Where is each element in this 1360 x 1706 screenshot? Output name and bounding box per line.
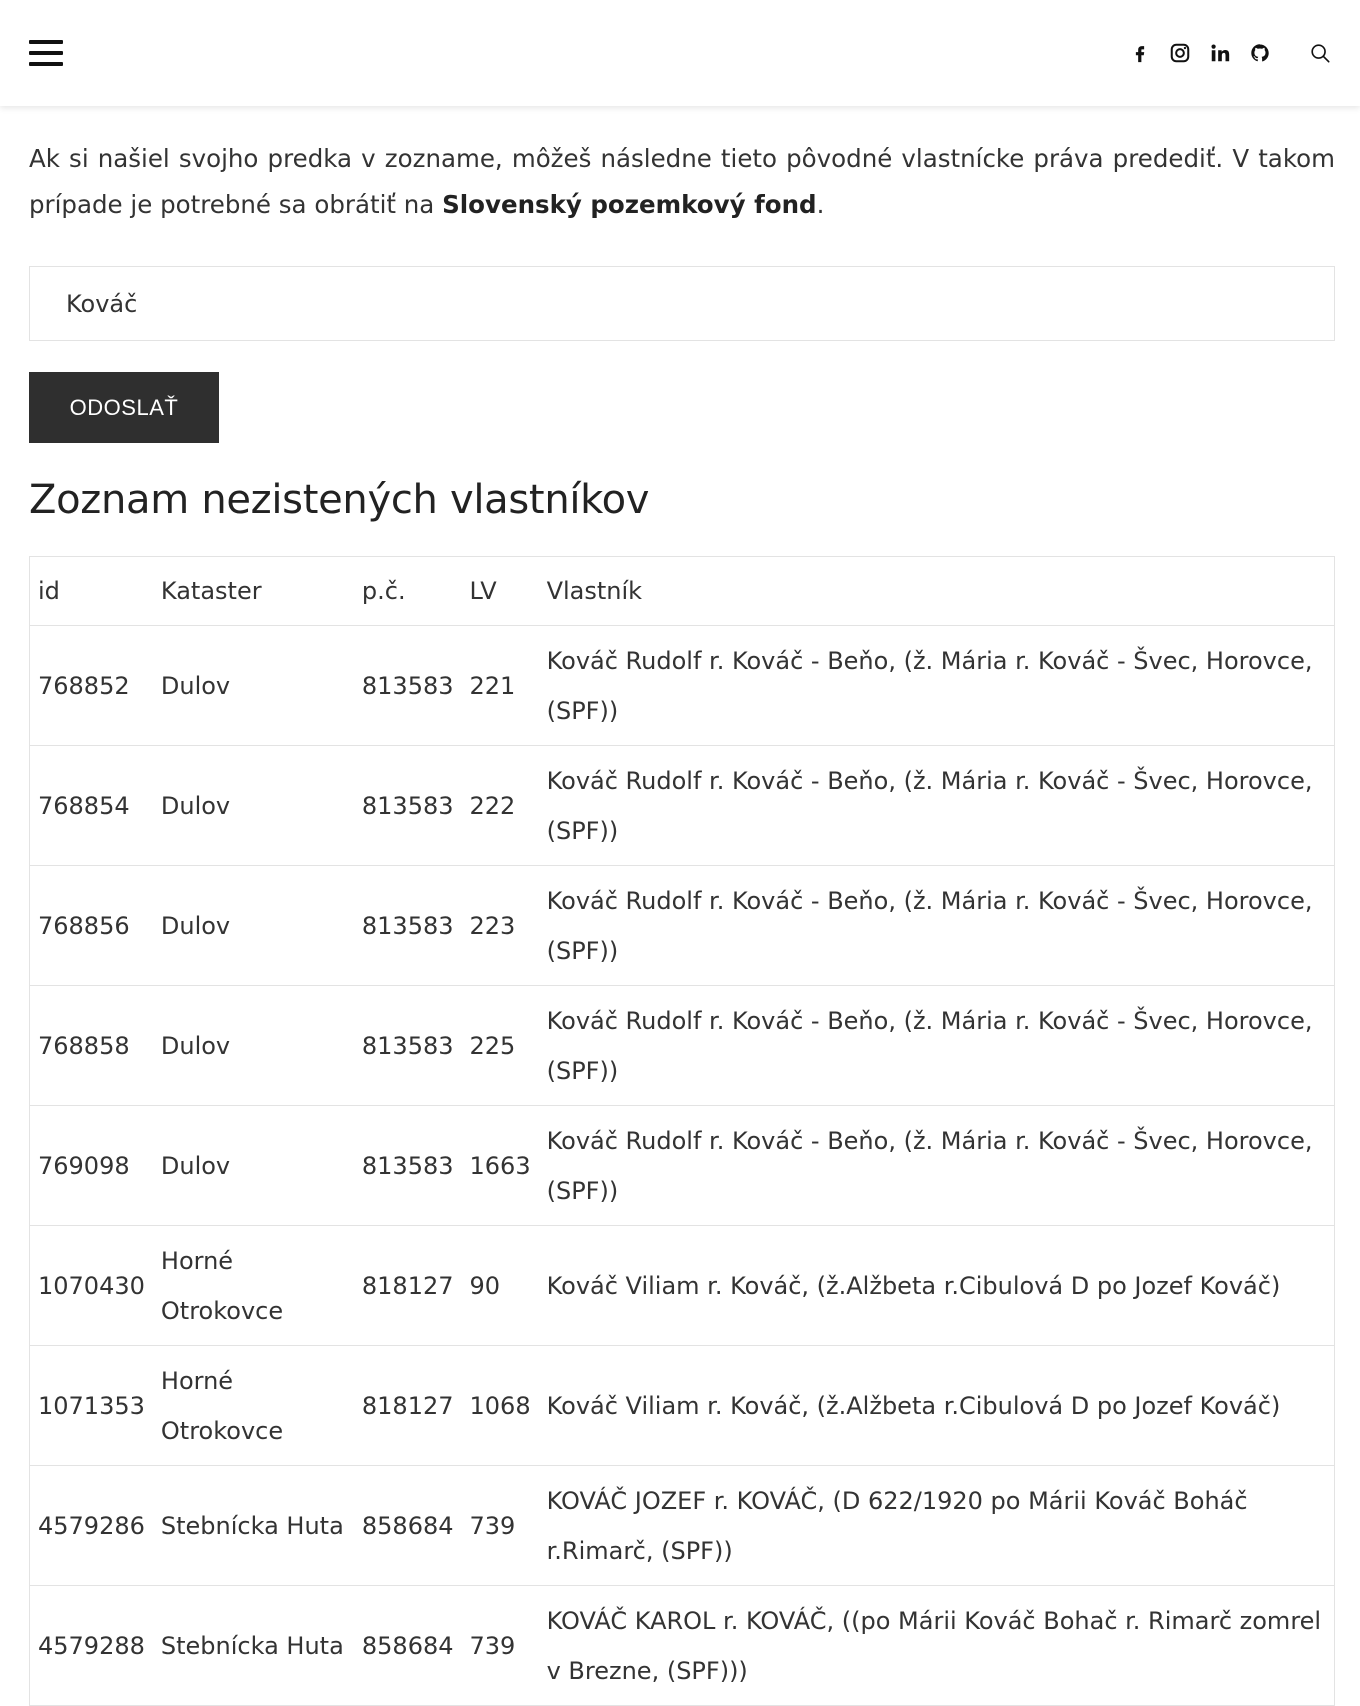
table-row [30, 746, 1335, 866]
cell-id: 4579286 [30, 1466, 153, 1586]
cell-vlastnik: Kováč Viliam r. Kováč, (ž.Alžbeta r.Cibulová D po Jozef Kováč) [539, 1226, 1335, 1346]
linkedin-icon[interactable] [1209, 41, 1231, 65]
cell-kataster: Dulov [153, 746, 354, 866]
intro-text: Ak si našiel svojho predka v zozname, môžeš následne tieto pôvodné vlastnícke práva predediť. V takom prípade je potrebné sa obrátiť na [29, 144, 1335, 219]
cell-kataster: Dulov [153, 866, 354, 986]
cell-lv: 739 [462, 1586, 539, 1706]
cell-vlastnik: Kováč Viliam r. Kováč, (ž.Alžbeta r.Cibulová D po Jozef Kováč) [539, 1346, 1335, 1466]
table-row [30, 626, 1335, 746]
github-icon[interactable] [1249, 41, 1271, 65]
cell-id: 1070430 [30, 1226, 153, 1346]
table-row [30, 1106, 1335, 1226]
search-input[interactable] [66, 290, 1334, 318]
cell-pc: 813583 [354, 866, 462, 986]
cell-vlastnik: Kováč Rudolf r. Kováč - Beňo, (ž. Mária r. Kováč - Švec, Horovce, (SPF)) [539, 626, 1335, 746]
intro-paragraph [29, 136, 1335, 228]
cell-pc: 813583 [354, 1106, 462, 1226]
cell-id: 768852 [30, 626, 153, 746]
table-row [30, 1466, 1335, 1586]
table-row [30, 1226, 1335, 1346]
cell-id: 4579288 [30, 1586, 153, 1706]
intro-text-end: . [816, 190, 825, 219]
table-row [30, 1586, 1335, 1706]
column-header-lv: LV [462, 557, 539, 626]
cell-vlastnik: KOVÁČ KAROL r. KOVÁČ, ((po Márii Kováč Bohač r. Rimarč zomrel v Brezne, (SPF))) [539, 1586, 1335, 1706]
cell-lv: 90 [462, 1226, 539, 1346]
cell-pc: 813583 [354, 746, 462, 866]
cell-lv: 221 [462, 626, 539, 746]
instagram-icon[interactable] [1169, 41, 1191, 65]
cell-kataster: Stebnícka Huta [153, 1586, 354, 1706]
cell-id: 769098 [30, 1106, 153, 1226]
column-header-pc: p.č. [354, 557, 462, 626]
cell-lv: 739 [462, 1466, 539, 1586]
cell-pc: 813583 [354, 986, 462, 1106]
column-header-vlastnik: Vlastník [539, 557, 1335, 626]
table-header-row [30, 557, 1335, 626]
main-content [29, 106, 1335, 1706]
cell-vlastnik: KOVÁČ JOZEF r. KOVÁČ, (D 622/1920 po Márii Kováč Boháč r.Rimarč, (SPF)) [539, 1466, 1335, 1586]
cell-pc: 813583 [354, 626, 462, 746]
cell-pc: 858684 [354, 1586, 462, 1706]
cell-id: 768856 [30, 866, 153, 986]
cell-id: 768858 [30, 986, 153, 1106]
cell-kataster: Stebnícka Huta [153, 1466, 354, 1586]
section-title: Zoznam nezistených vlastníkov [29, 477, 650, 523]
cell-lv: 222 [462, 746, 539, 866]
intro-bold-text: Slovenský pozemkový fond [442, 190, 817, 219]
cell-lv: 1663 [462, 1106, 539, 1226]
column-header-id: id [30, 557, 153, 626]
cell-lv: 225 [462, 986, 539, 1106]
cell-pc: 858684 [354, 1466, 462, 1586]
facebook-icon[interactable] [1129, 41, 1151, 65]
cell-vlastnik: Kováč Rudolf r. Kováč - Beňo, (ž. Mária r. Kováč - Švec, Horovce, (SPF)) [539, 866, 1335, 986]
social-links [1129, 41, 1331, 65]
submit-button[interactable]: ODOSLAŤ [29, 372, 219, 443]
cell-vlastnik: Kováč Rudolf r. Kováč - Beňo, (ž. Mária r. Kováč - Švec, Horovce, (SPF)) [539, 746, 1335, 866]
cell-pc: 818127 [354, 1346, 462, 1466]
cell-pc: 818127 [354, 1226, 462, 1346]
search-field-wrapper [29, 266, 1335, 341]
cell-kataster: Dulov [153, 626, 354, 746]
cell-vlastnik: Kováč Rudolf r. Kováč - Beňo, (ž. Mária r. Kováč - Švec, Horovce, (SPF)) [539, 1106, 1335, 1226]
cell-kataster: Horné Otrokovce [153, 1346, 354, 1466]
table-row [30, 1346, 1335, 1466]
owners-table [29, 556, 1335, 1706]
cell-id: 1071353 [30, 1346, 153, 1466]
hamburger-menu-icon[interactable] [29, 40, 63, 66]
search-icon[interactable] [1309, 41, 1331, 65]
column-header-kataster: Kataster [153, 557, 354, 626]
cell-lv: 1068 [462, 1346, 539, 1466]
cell-lv: 223 [462, 866, 539, 986]
cell-kataster: Dulov [153, 1106, 354, 1226]
top-bar [0, 0, 1360, 106]
cell-vlastnik: Kováč Rudolf r. Kováč - Beňo, (ž. Mária r. Kováč - Švec, Horovce, (SPF)) [539, 986, 1335, 1106]
cell-kataster: Horné Otrokovce [153, 1226, 354, 1346]
table-row [30, 866, 1335, 986]
cell-kataster: Dulov [153, 986, 354, 1106]
cell-id: 768854 [30, 746, 153, 866]
table-row [30, 986, 1335, 1106]
